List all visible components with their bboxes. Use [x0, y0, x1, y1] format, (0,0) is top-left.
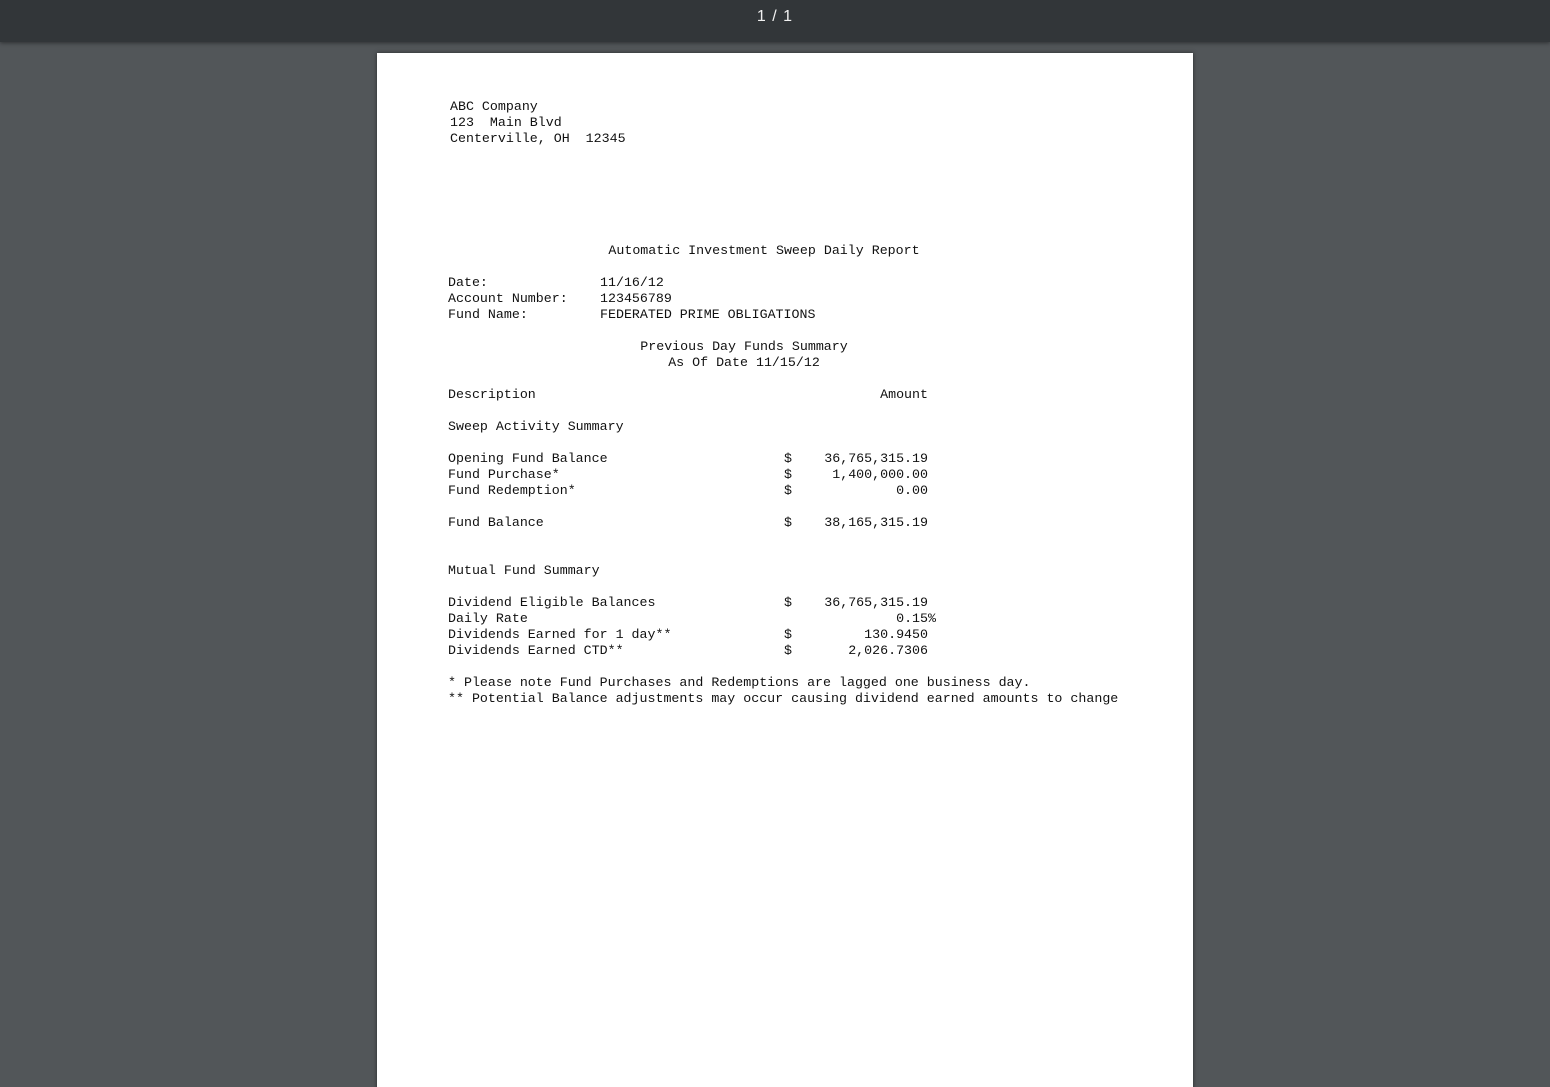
mutual-fund-row-amount: 2,026.7306 [848, 643, 928, 658]
fund-name-value: FEDERATED PRIME OBLIGATIONS [600, 307, 816, 322]
fund-balance-currency: $ [784, 515, 792, 530]
viewer-toolbar [0, 0, 1550, 42]
mutual-fund-row-amount: 130.9450 [864, 627, 928, 642]
sweep-row-amount: 36,765,315.19 [824, 451, 928, 466]
column-header-description: Description [448, 387, 536, 402]
sweep-row-currency: $ [784, 483, 792, 498]
company-street: 123 Main Blvd [450, 115, 562, 130]
mutual-fund-row-amount: 0.15% [896, 611, 936, 626]
sweep-row-amount: 1,400,000.00 [832, 467, 928, 482]
account-number-label: Account Number: [448, 291, 568, 306]
column-header-amount: Amount [880, 387, 928, 402]
mutual-fund-row-currency: $ [784, 643, 792, 658]
footnote-balance-adjustments: ** Potential Balance adjustments may occur causing dividend earned amounts to change [448, 691, 1119, 706]
sweep-row-currency: $ [784, 451, 792, 466]
date-value: 11/16/12 [600, 275, 664, 290]
fund-balance-amount: 38,165,315.19 [824, 515, 928, 530]
mutual-fund-row-label: Daily Rate [448, 611, 528, 626]
mutual-fund-row-currency: $ [784, 595, 792, 610]
summary-as-of-date: As Of Date 11/15/12 [668, 355, 820, 370]
summary-heading: Previous Day Funds Summary [640, 339, 848, 354]
document-viewer[interactable] [0, 42, 1550, 1087]
sweep-row-label: Fund Redemption* [448, 483, 576, 498]
company-name: ABC Company [450, 99, 538, 114]
mutual-fund-section-heading: Mutual Fund Summary [448, 563, 600, 578]
fund-balance-label: Fund Balance [448, 515, 544, 530]
page-counter: 1 / 1 [756, 8, 794, 25]
account-number-value: 123456789 [600, 291, 672, 306]
sweep-row-currency: $ [784, 467, 792, 482]
mutual-fund-row-currency: $ [784, 627, 792, 642]
fund-name-label: Fund Name: [448, 307, 528, 322]
date-label: Date: [448, 275, 488, 290]
mutual-fund-row-label: Dividends Earned for 1 day** [448, 627, 672, 642]
sweep-section-heading: Sweep Activity Summary [448, 419, 624, 434]
footnote-lag: * Please note Fund Purchases and Redemptions are lagged one business day. [448, 675, 1031, 690]
sweep-row-amount: 0.00 [896, 483, 928, 498]
mutual-fund-row-label: Dividends Earned CTD** [448, 643, 624, 658]
mutual-fund-row-amount: 36,765,315.19 [824, 595, 928, 610]
company-city: Centerville, OH 12345 [450, 131, 626, 146]
report-title: Automatic Investment Sweep Daily Report [608, 243, 920, 258]
document-page [377, 53, 1193, 1087]
sweep-row-label: Opening Fund Balance [448, 451, 608, 466]
mutual-fund-row-label: Dividend Eligible Balances [448, 595, 656, 610]
sweep-row-label: Fund Purchase* [448, 467, 560, 482]
